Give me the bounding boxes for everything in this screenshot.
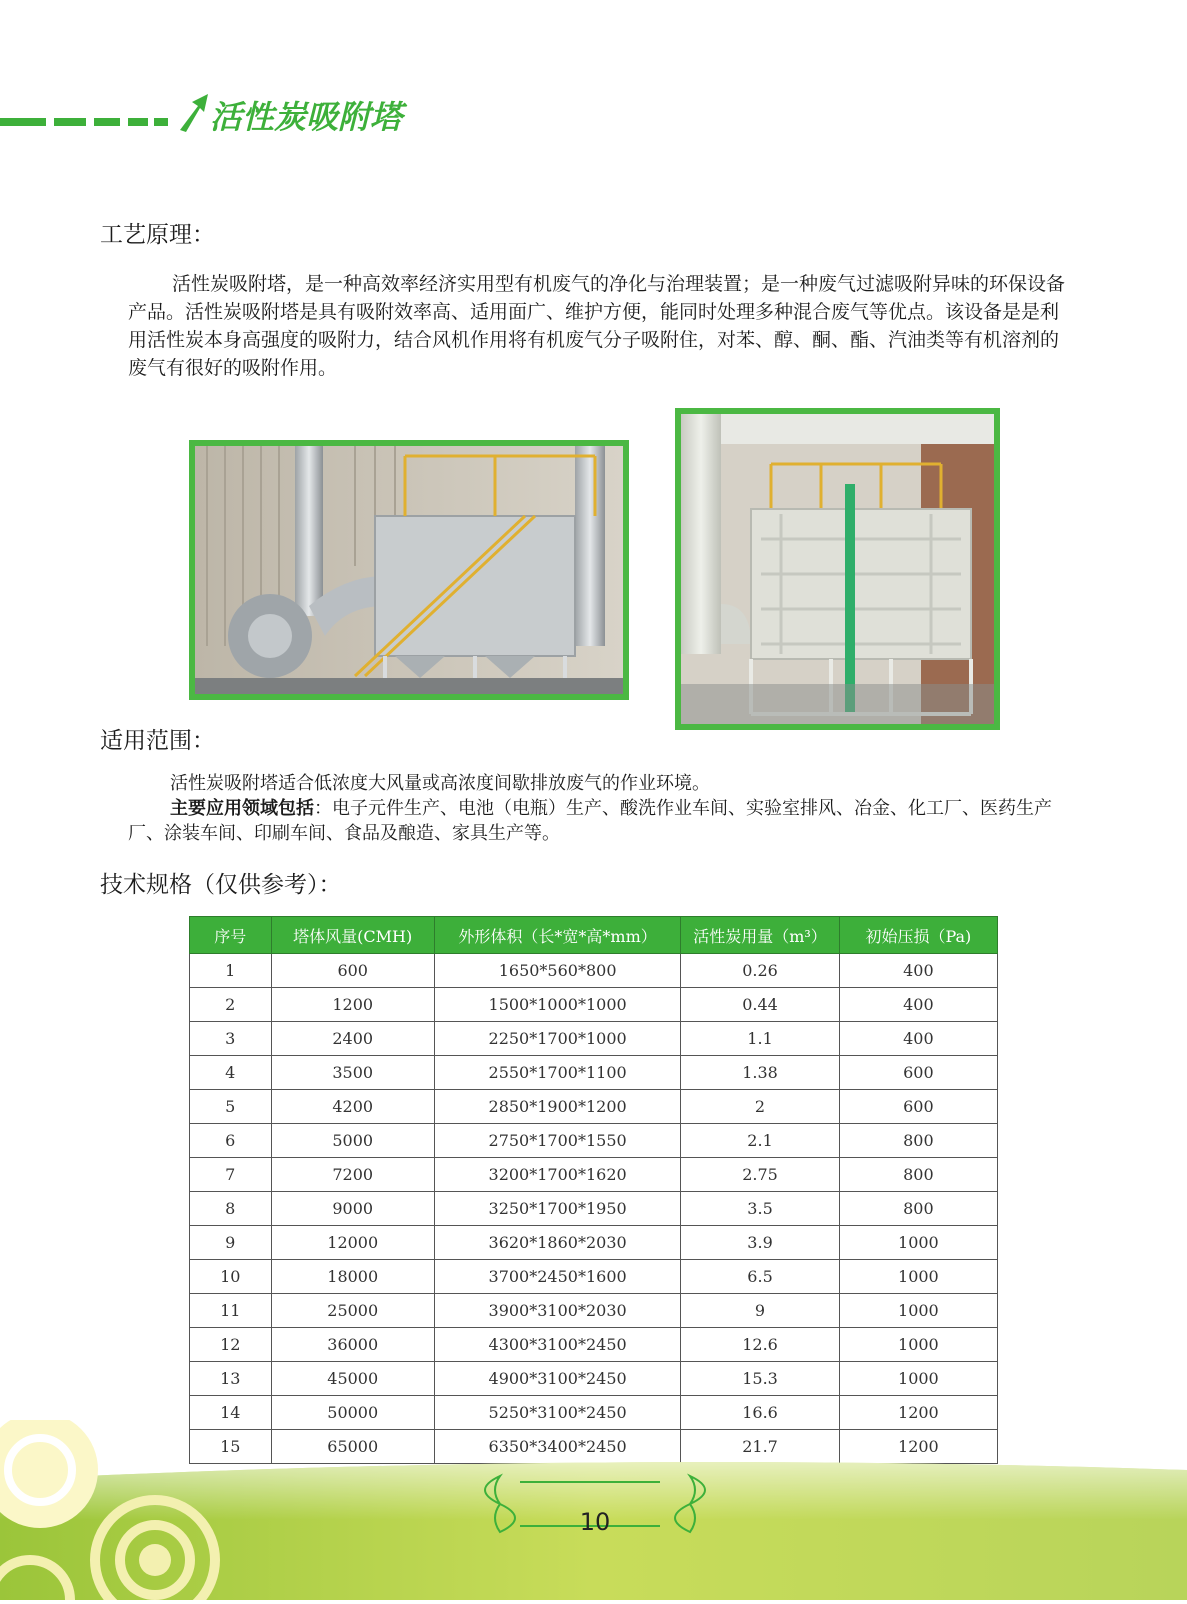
table-cell: 2.1 [681,1124,839,1158]
spec-table [189,916,998,1464]
scope-application-text: ：电子元件生产、电池（电瓶）生产、酸洗作业车间、实验室排风、冶金、化工厂、医药生产厂、涂装车间、印刷车间、食品及酿造、家具生产等。 [128,798,1052,844]
table-row [190,1022,998,1056]
table-row [190,1260,998,1294]
table-cell: 3 [190,1022,272,1056]
table-cell: 1 [190,954,272,988]
table-cell: 45000 [271,1362,434,1396]
table-row [190,1090,998,1124]
table-row [190,1430,998,1464]
table-cell: 3700*2450*1600 [434,1260,680,1294]
table-cell: 18000 [271,1260,434,1294]
table-cell: 1.38 [681,1056,839,1090]
table-cell: 15.3 [681,1362,839,1396]
table-cell: 65000 [271,1430,434,1464]
table-cell: 1200 [839,1430,997,1464]
table-cell: 2750*1700*1550 [434,1124,680,1158]
table-cell: 16.6 [681,1396,839,1430]
table-cell: 1000 [839,1328,997,1362]
table-cell: 7 [190,1158,272,1192]
table-cell: 36000 [271,1328,434,1362]
col-header: 塔体风量(CMH) [271,917,434,954]
table-row [190,1294,998,1328]
table-cell: 3620*1860*2030 [434,1226,680,1260]
table-cell: 1200 [271,988,434,1022]
col-header: 外形体积（长*宽*高*mm） [434,917,680,954]
table-row [190,1328,998,1362]
table-cell: 50000 [271,1396,434,1430]
table-cell: 3250*1700*1950 [434,1192,680,1226]
table-cell: 400 [839,988,997,1022]
table-cell: 1.1 [681,1022,839,1056]
table-cell: 2850*1900*1200 [434,1090,680,1124]
table-cell: 1000 [839,1362,997,1396]
table-cell: 8 [190,1192,272,1226]
spec-heading: 技术规格（仅供参考）： [100,872,342,898]
table-cell: 6 [190,1124,272,1158]
table-cell: 6350*3400*2450 [434,1430,680,1464]
table-cell: 13 [190,1362,272,1396]
arrow-up-icon [178,92,210,132]
table-cell: 4300*3100*2450 [434,1328,680,1362]
table-cell: 9 [681,1294,839,1328]
scope-heading: 适用范围： [100,728,215,754]
table-cell: 21.7 [681,1430,839,1464]
table-row [190,1056,998,1090]
table-cell: 15 [190,1430,272,1464]
table-cell: 1000 [839,1226,997,1260]
table-cell: 3900*3100*2030 [434,1294,680,1328]
col-header: 序号 [190,917,272,954]
table-cell: 4 [190,1056,272,1090]
table-cell: 400 [839,1022,997,1056]
table-row [190,1226,998,1260]
table-cell: 14 [190,1396,272,1430]
table-cell: 400 [839,954,997,988]
section-header [0,88,460,138]
table-cell: 1000 [839,1260,997,1294]
table-cell: 2.75 [681,1158,839,1192]
principle-paragraph [128,270,1068,382]
table-row [190,1396,998,1430]
table-cell: 0.26 [681,954,839,988]
table-cell: 1200 [839,1396,997,1430]
table-cell: 10 [190,1260,272,1294]
table-cell: 600 [839,1056,997,1090]
table-cell: 6.5 [681,1260,839,1294]
principle-text: 活性炭吸附塔，是一种高效率经济实用型有机废气的净化与治理装置；是一种废气过滤吸附异味的环保设备产品。活性炭吸附塔是具有吸附效率高、适用面广、维护方便，能同时处理多种混合废气等优点。该设备是是利用活性炭本身高强度的吸附力，结合风机作用将有机废气分子吸附住，对苯、醇、酮、酯、汽油类等有机溶剂的废气有很好的吸附作用。 [128,273,1066,379]
table-cell: 2250*1700*1000 [434,1022,680,1056]
table-row [190,988,998,1022]
table-cell: 1000 [839,1294,997,1328]
table-cell: 2 [190,988,272,1022]
table-row [190,1362,998,1396]
table-cell: 12 [190,1328,272,1362]
scope-line1: 活性炭吸附塔适合低浓度大风量或高浓度间歇排放废气的作业环境。 [170,773,710,794]
table-cell: 600 [271,954,434,988]
table-row [190,1192,998,1226]
col-header: 活性炭用量（m³） [681,917,839,954]
table-row [190,1158,998,1192]
table-cell: 9000 [271,1192,434,1226]
table-cell: 1500*1000*1000 [434,988,680,1022]
table-cell: 5000 [271,1124,434,1158]
table-cell: 800 [839,1158,997,1192]
table-cell: 5 [190,1090,272,1124]
table-cell: 12000 [271,1226,434,1260]
scope-line2 [128,796,1068,846]
table-cell: 4200 [271,1090,434,1124]
table-cell: 9 [190,1226,272,1260]
table-cell: 3.5 [681,1192,839,1226]
scope-bold-label: 主要应用领域包括 [170,798,314,819]
table-cell: 11 [190,1294,272,1328]
col-header: 初始压损（Pa) [839,917,997,954]
corner-circles [0,1420,230,1600]
table-row [190,1124,998,1158]
table-cell: 1650*560*800 [434,954,680,988]
scope-paragraph [128,771,1068,846]
table-cell: 2400 [271,1022,434,1056]
table-cell: 5250*3100*2450 [434,1396,680,1430]
table-cell: 3200*1700*1620 [434,1158,680,1192]
table-cell: 800 [839,1124,997,1158]
table-cell: 7200 [271,1158,434,1192]
table-cell: 2 [681,1090,839,1124]
table-cell: 3.9 [681,1226,839,1260]
table-cell: 600 [839,1090,997,1124]
photo-tower-pp [675,408,1000,730]
table-header-row [190,917,998,954]
table-cell: 2550*1700*1100 [434,1056,680,1090]
table-row [190,954,998,988]
photo-tower-steel [189,440,629,700]
page-title: 活性炭吸附塔 [210,98,403,136]
principle-heading: 工艺原理： [100,222,215,248]
table-cell: 25000 [271,1294,434,1328]
table-cell: 800 [839,1192,997,1226]
table-cell: 12.6 [681,1328,839,1362]
table-cell: 3500 [271,1056,434,1090]
table-cell: 4900*3100*2450 [434,1362,680,1396]
table-cell: 0.44 [681,988,839,1022]
page-number: 10 [579,1508,611,1536]
